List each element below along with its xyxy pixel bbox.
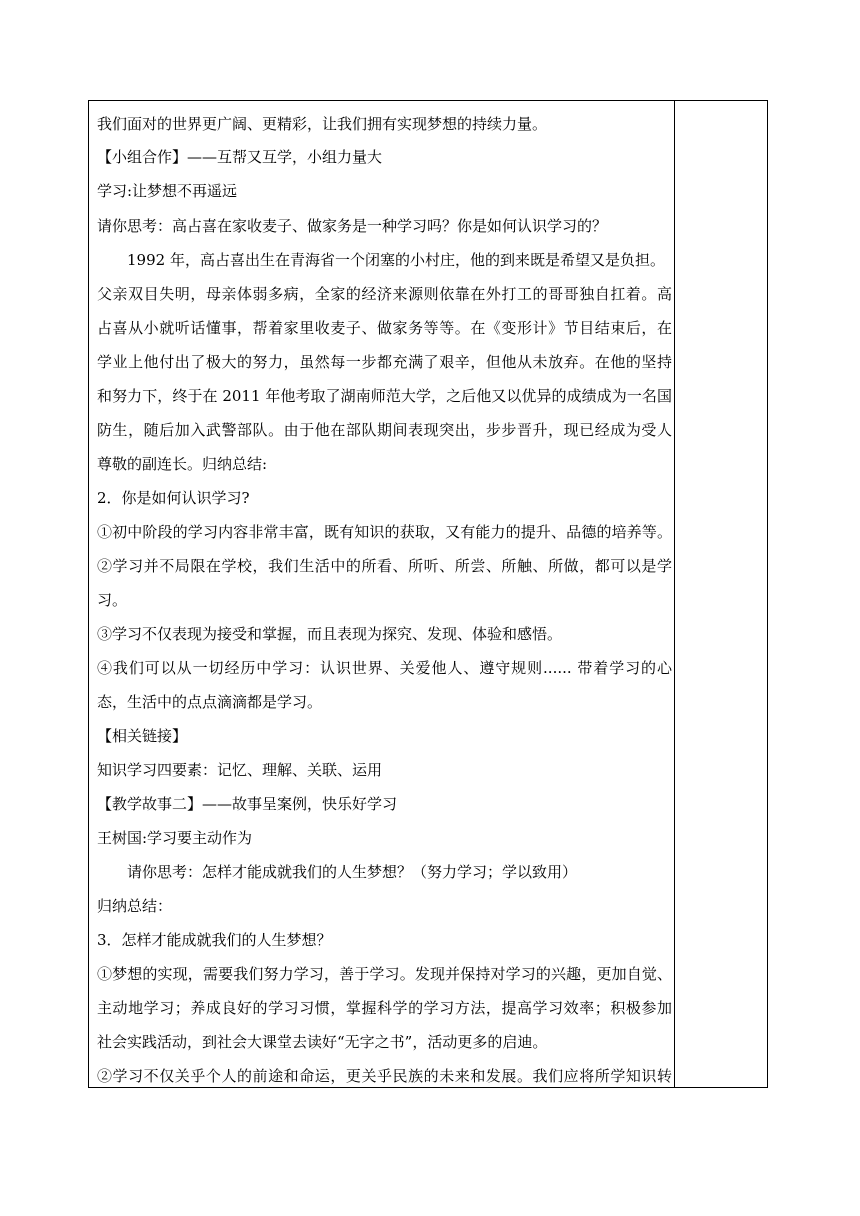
section-heading: 【小组合作】——互帮又互学，小组力量大 (97, 148, 383, 166)
question-line: 请你思考：怎样才能成就我们的人生梦想？（努力学习；学以致用） (127, 863, 578, 881)
numbered-heading: 2．你是如何认识学习? (97, 489, 250, 507)
point-line: ②学习不仅关乎个人的前途和命运，更关乎民族的未来和发展。我们应将所学知识转 (97, 1067, 672, 1085)
text-line: 王树国:学习要主动作为 (97, 829, 253, 847)
text-line: 我们面对的世界更广阔、更精彩，让我们拥有实现梦想的持续力量。 (97, 115, 548, 133)
section-heading: 【教学故事二】——故事呈案例，快乐好学习 (97, 795, 398, 813)
point-line: 主动地学习；养成良好的学习习惯，掌握科学的学习方法，提高学习效率；积极参加 (97, 999, 672, 1017)
point-line: 社会实践活动，到社会大课堂去读好“无字之书”，活动更多的启迪。 (97, 1033, 548, 1051)
story-line: 父亲双目失明，母亲体弱多病，全家的经济来源则依靠在外打工的哥哥独自扛着。高 (97, 285, 672, 303)
story-line: 尊敬的副连长。归纳总结: (97, 455, 268, 473)
point-line: ③学习不仅表现为接受和掌握，而且表现为探究、发现、体验和感悟。 (97, 625, 563, 643)
point-line: ①初中阶段的学习内容非常丰富，既有知识的获取，又有能力的提升、品德的培养等。 (97, 523, 672, 541)
point-line: ②学习并不局限在学校，我们生活中的所看、所听、所尝、所触、所做，都可以是学 (97, 557, 672, 575)
text-line: 学习:让梦想不再遥远 (97, 182, 238, 200)
lesson-table (88, 100, 768, 1088)
text-line: 归纳总结： (97, 897, 173, 915)
story-line: 占喜从小就听话懂事，帮着家里收麦子、做家务等等。在《变形计》节目结束后，在 (97, 319, 672, 337)
table-column-divider (674, 101, 675, 1087)
story-line: 学业上他付出了极大的努力，虽然每一步都充满了艰辛，但他从未放弃。在他的坚持 (97, 353, 672, 371)
question-line: 请你思考：高占喜在家收麦子、做家务是一种学习吗？你是如何认识学习的？ (97, 217, 608, 235)
numbered-heading: 3．怎样才能成就我们的人生梦想？ (97, 931, 332, 949)
point-line: 习。 (97, 591, 128, 609)
point-line: ④我们可以从一切经历中学习：认识世界、关爱他人、遵守规则...... 带着学习的心 (97, 659, 672, 677)
story-line: 防生，随后加入武警部队。由于他在部队期间表现突出，步步晋升，现已经成为受人 (97, 421, 672, 439)
story-line: 和努力下，终于在 2011 年他考取了湖南师范大学，之后他又以优异的成绩成为一名国 (97, 387, 672, 405)
section-heading: 【相关链接】 (97, 727, 188, 745)
text-line: 知识学习四要素：记忆、理解、关联、运用 (97, 761, 383, 779)
point-line: 态，生活中的点点滴滴都是学习。 (97, 693, 323, 711)
story-line: 1992 年，高占喜出生在青海省一个闭塞的小村庄，他的到来既是希望又是负担。 (127, 251, 665, 269)
point-line: ①梦想的实现，需要我们努力学习，善于学习。发现并保持对学习的兴趣，更加自觉、 (97, 965, 672, 983)
